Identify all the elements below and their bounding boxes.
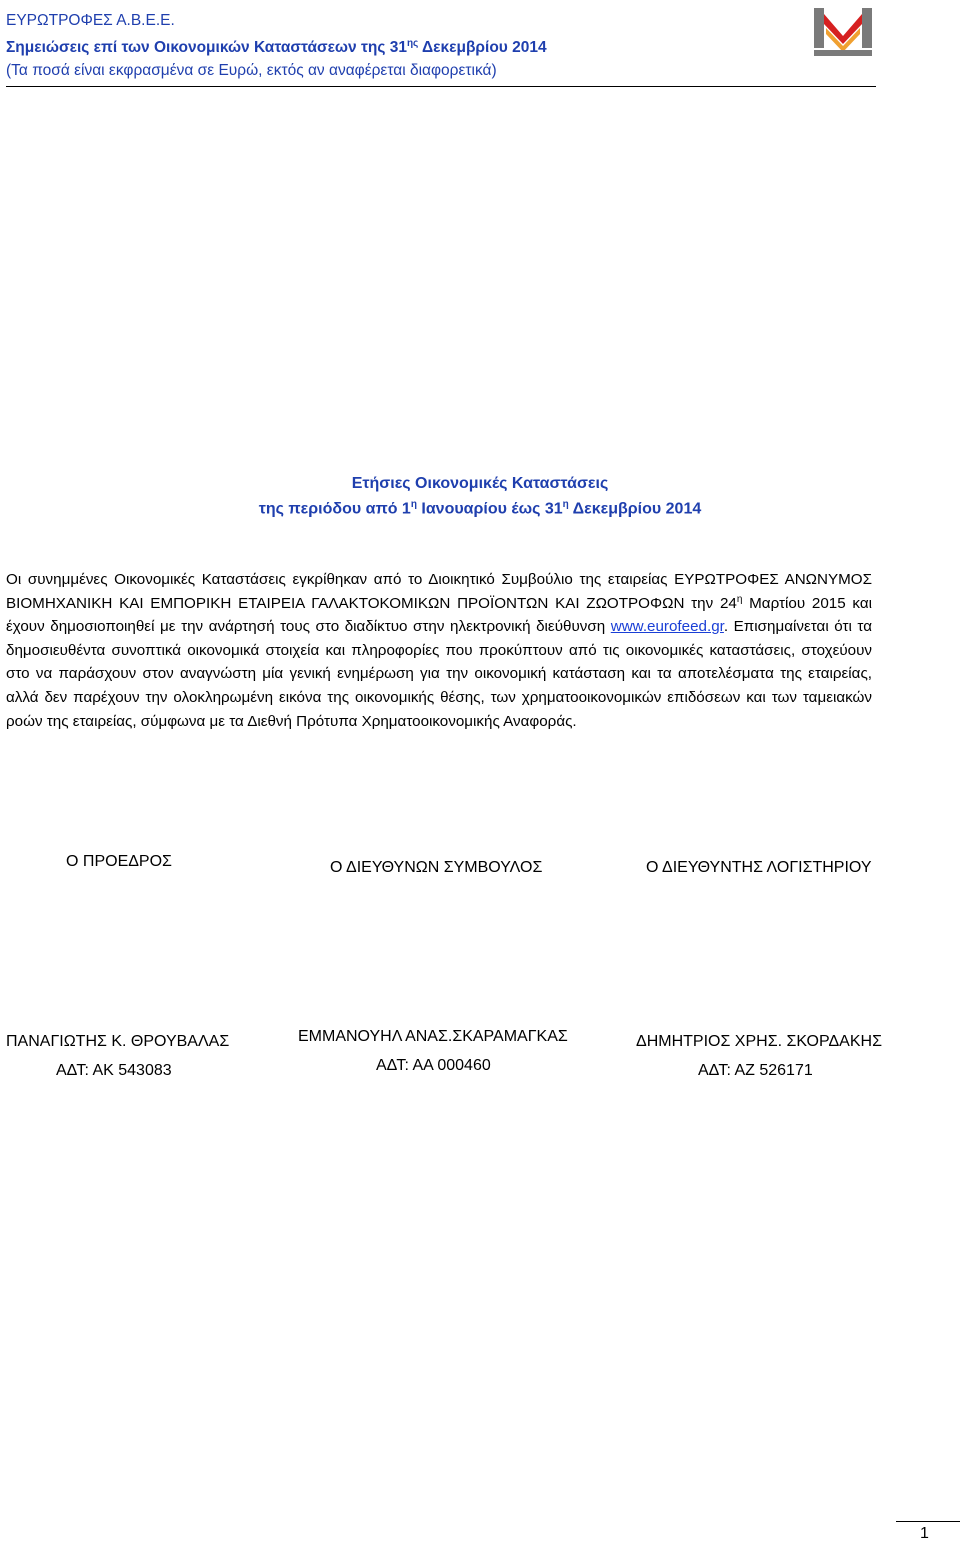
signatory-id-president: ΑΔΤ: ΑΚ 543083: [56, 1062, 172, 1079]
approval-paragraph: [6, 568, 872, 733]
paragraph-sup: η: [736, 593, 743, 605]
signatory-title-ceo: Ο ΔΙΕΥΘΥΝΩΝ ΣΥΜΒΟΥΛΟΣ: [330, 859, 543, 876]
header-currency-note: (Τα ποσά είναι εκφρασμένα σε Ευρώ, εκτός αν αναφέρεται διαφορετικά): [6, 62, 497, 79]
website-link[interactable]: www.eurofeed.gr: [610, 618, 724, 636]
signatory-name-accounting-director: ΔΗΜΗΤΡΙΟΣ ΧΡΗΣ. ΣΚΟΡΔΑΚΗΣ: [636, 1033, 882, 1050]
period-sup-1: η: [410, 499, 417, 510]
company-name: ΕΥΡΩΤΡΟΦΕΣ Α.Β.Ε.Ε.: [6, 12, 175, 29]
paragraph-text-1: Οι συνημμένες Οικονομικές Καταστάσεις εγκρίθηκαν από το Διοικητικό Συμβούλιο της εταιρείας ΕΥΡΩΤΡΟΦΕΣ ΑΝΩΝΥΜΟΣ ΒΙΟΜΗΧΑΝΙΚΗ ΚΑΙ ΕΜΠΟΡΙΚΗ ΕΤΑΙΡΕΙΑ ΓΑΛΑΚΤΟΚΟΜΙΚΩΝ ΠΡΟΪΟΝΤΩΝ ΚΑΙ ΖΩΟΤΡΟΦΩΝ την 24: [6, 571, 872, 612]
header-subtitle-text: Σημειώσεις επί των Οικονομικών Καταστάσεων της 31: [6, 39, 407, 57]
period-text-2: Ιανουαρίου έως 31: [416, 500, 563, 518]
signatory-title-president: Ο ΠΡΟΕΔΡΟΣ: [66, 853, 172, 870]
header-subtitle-date: Δεκεμβρίου 2014: [418, 39, 547, 57]
header-subtitle-sup: ης: [406, 38, 419, 49]
signatory-id-ceo: ΑΔΤ: ΑΑ 000460: [376, 1057, 491, 1074]
logo-right-bar: [862, 8, 872, 48]
header-subtitle: [6, 38, 547, 57]
logo-chevron-red: [824, 14, 862, 44]
signatory-id-accounting-director: ΑΔΤ: ΑΖ 526171: [698, 1062, 813, 1079]
signatory-name-ceo: ΕΜΜΑΝΟΥΗΛ ΑΝΑΣ.ΣΚΑΡΑΜΑΓΚΑΣ: [298, 1028, 568, 1045]
signatory-title-accounting-director: Ο ΔΙΕΥΘΥΝΤΗΣ ΛΟΓΙΣΤΗΡΙΟΥ: [646, 859, 872, 876]
period-text-3: Δεκεμβρίου 2014: [568, 500, 702, 518]
paragraph-text-3: . Επισημαίνεται ότι τα δημοσιευθέντα συνοπτικά οικονομικά στοιχεία και πληροφορίες που προκύπτουν από τις οικονομικές καταστάσεις, στοχεύουν στο να παράσχουν στον αναγνώστη μία γενική ενημέρωση για την οικονομική κατάσταση και τα αποτελέσματα της εταιρείας, αλλά δεν παρέχουν την ολοκληρωμένη εικόνα της οικονομικής θέσης, των χρηματοοικονομικών επιδόσεων και των ταμειακών ροών της εταιρείας, σύμφωνα με τα Διεθνή Πρότυπα Χρηματοοικονομικής Αναφοράς.: [6, 618, 872, 730]
company-logo-icon: [812, 6, 874, 58]
period-text-1: της περιόδου από 1: [258, 500, 411, 518]
logo-left-bar: [814, 8, 824, 48]
page-header: [6, 6, 876, 87]
logo-base: [814, 50, 872, 56]
document-title: Ετήσιες Οικονομικές Καταστάσεις: [351, 475, 609, 492]
paragraph-text-2: Μαρτίου 2015 και έχουν δημοσιοποιηθεί με την ανάρτησή τους στο διαδίκτυο στην ηλεκτρονική διεύθυνση: [6, 594, 872, 636]
footer-divider: [896, 1521, 960, 1522]
signatory-name-president: ΠΑΝΑΓΙΩΤΗΣ Κ. ΘΡΟΥΒΑΛΑΣ: [6, 1033, 230, 1050]
page-number: 1: [920, 1525, 929, 1542]
document-period: [0, 499, 960, 518]
period-sup-2: η: [562, 499, 569, 510]
